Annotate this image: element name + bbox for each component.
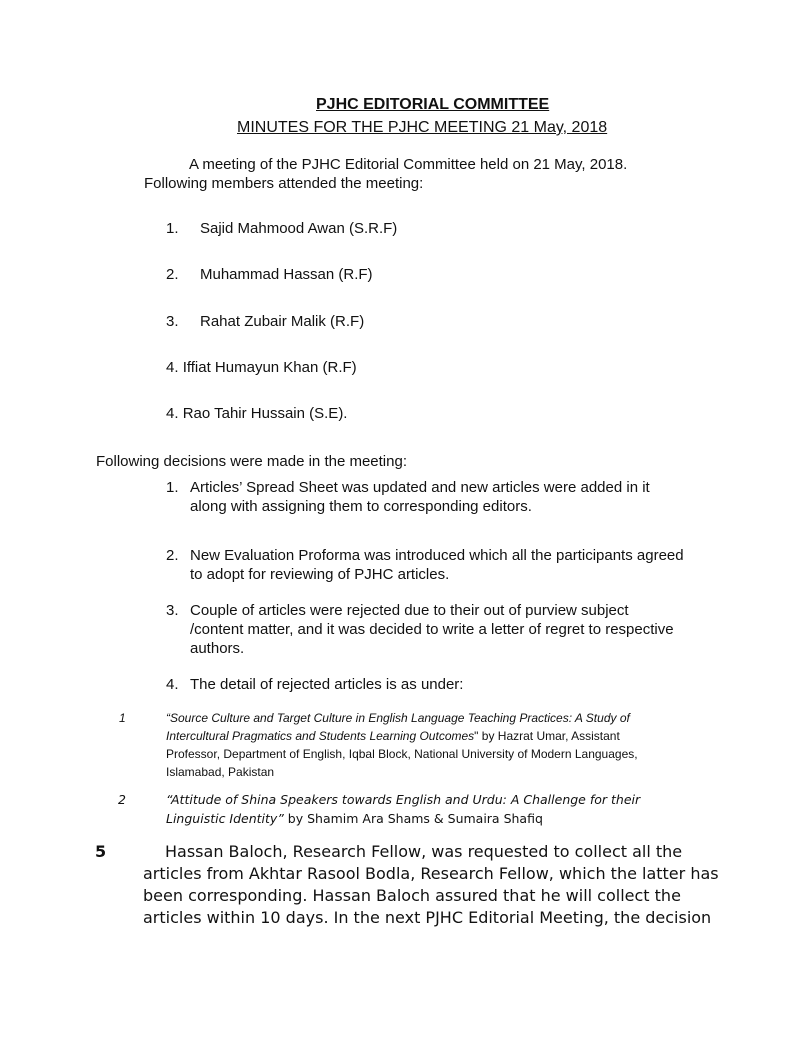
article-authors: by Shamim Ara Shams & Sumaira Shafiq bbox=[283, 811, 543, 826]
decision-line: Articles’ Spread Sheet was updated and new articles were added in it bbox=[190, 479, 650, 496]
member-number: 2. bbox=[166, 266, 179, 283]
intro-line-2: Following members attended the meeting: bbox=[144, 175, 424, 192]
decision-line: authors. bbox=[190, 640, 245, 657]
intro-line-1: A meeting of the PJHC Editorial Committee held on 21 May, 2018. bbox=[189, 156, 628, 173]
item-5-line: articles from Akhtar Rasool Bodla, Research Fellow, which the latter has bbox=[143, 864, 719, 883]
rejected-article bbox=[166, 790, 640, 828]
document-subtitle: MINUTES FOR THE PJHC MEETING 21 May, 2018 bbox=[237, 119, 608, 136]
decision-number: 3. bbox=[166, 602, 179, 619]
member-name: Rahat Zubair Malik (R.F) bbox=[200, 313, 365, 330]
member-name: Muhammad Hassan (R.F) bbox=[200, 266, 373, 283]
article-title: “Attitude of Shina Speakers towards English and Urdu: A Challenge for their bbox=[166, 792, 641, 807]
member-item bbox=[166, 404, 347, 423]
member-name: Sajid Mahmood Awan (S.R.F) bbox=[200, 220, 398, 237]
item-5-line: articles within 10 days. In the next PJHC Editorial Meeting, the decision bbox=[143, 908, 712, 927]
member-name: Iffiat Humayun Khan (R.F) bbox=[182, 359, 357, 376]
member-number: 4. bbox=[166, 405, 179, 422]
member-item bbox=[166, 358, 357, 377]
article-affiliation: Islamabad, Pakistan bbox=[166, 765, 275, 779]
item-5-line: Hassan Baloch, Research Fellow, was requested to collect all the bbox=[165, 842, 683, 861]
decision-number: 1. bbox=[166, 479, 179, 496]
article-title: Linguistic Identity” bbox=[166, 811, 284, 826]
member-number: 1. bbox=[166, 220, 179, 237]
decision-item bbox=[166, 601, 674, 657]
article-title: Intercultural Pragmatics and Students Learning Outcomes bbox=[166, 729, 475, 743]
document-title: PJHC EDITORIAL COMMITTEE bbox=[316, 96, 550, 113]
member-item bbox=[166, 219, 398, 238]
decision-number: 4. bbox=[166, 676, 179, 693]
rejected-article-number: 2 bbox=[118, 792, 126, 807]
decision-line: /content matter, and it was decided to write a letter of regret to respective bbox=[190, 621, 674, 638]
member-number: 3. bbox=[166, 313, 179, 330]
member-item bbox=[166, 312, 365, 331]
decision-line: along with assigning them to corresponding editors. bbox=[190, 498, 532, 515]
decision-item bbox=[166, 675, 464, 694]
decision-line: Couple of articles were rejected due to their out of purview subject bbox=[190, 602, 629, 619]
member-item bbox=[166, 265, 373, 284]
decision-line: New Evaluation Proforma was introduced which all the participants agreed bbox=[190, 547, 684, 564]
decision-item bbox=[166, 546, 684, 583]
decision-item bbox=[166, 478, 650, 515]
decision-line: The detail of rejected articles is as under: bbox=[190, 676, 464, 693]
rejected-article-number: 1 bbox=[119, 711, 126, 725]
article-affiliation: Professor, Department of English, Iqbal Block, National University of Modern Languages, bbox=[166, 747, 638, 761]
decisions-heading: Following decisions were made in the meeting: bbox=[96, 453, 407, 470]
article-title: “Source Culture and Target Culture in English Language Teaching Practices: A Study of bbox=[166, 711, 630, 725]
member-name: Rao Tahir Hussain (S.E). bbox=[182, 405, 348, 422]
article-authors: " by Hazrat Umar, Assistant bbox=[474, 729, 620, 743]
item-5-number: 5 bbox=[95, 842, 107, 861]
member-number: 4. bbox=[166, 359, 179, 376]
rejected-article bbox=[166, 709, 638, 781]
decision-number: 2. bbox=[166, 547, 179, 564]
decision-line: to adopt for reviewing of PJHC articles. bbox=[190, 566, 450, 583]
item-5-line: been corresponding. Hassan Baloch assured that he will collect the bbox=[143, 886, 681, 905]
